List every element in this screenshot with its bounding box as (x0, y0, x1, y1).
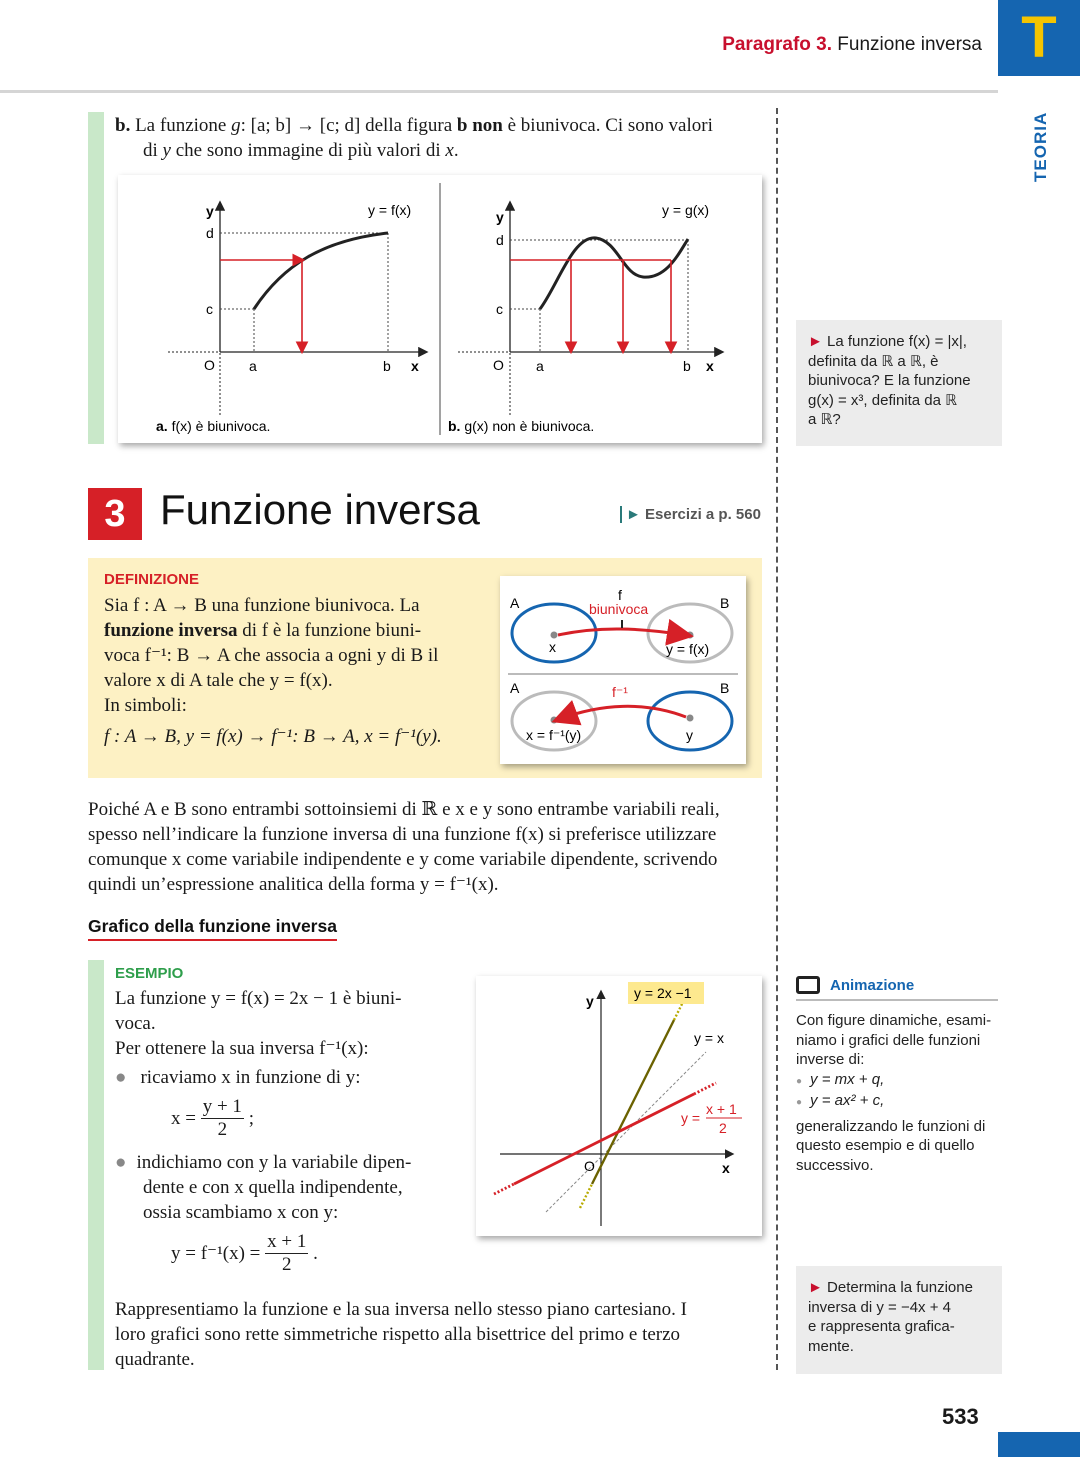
label-b-bottom: B (720, 680, 730, 696)
arrow-f (558, 629, 685, 635)
animation-header[interactable] (796, 976, 998, 1001)
paragraph-line1: Poiché A e B sono entrambi sottoinsiemi di ℝ e x e y sono entrambe variabili reali, (88, 799, 720, 820)
label-biunivoca: biunivoca (589, 601, 649, 617)
closing-line3: quadrante. (115, 1349, 195, 1370)
bullet-icon: ● (115, 1152, 127, 1173)
closing-line2: loro grafici sono rette simmetriche rispetto alla bisettrice del primo e terzo (115, 1324, 681, 1345)
axis-y-label: y (496, 209, 504, 225)
origin-label: O (584, 1158, 595, 1174)
label-bisector: y = x (694, 1030, 724, 1046)
point-b-var-x: x (445, 140, 454, 161)
label-a-bottom: A (510, 680, 520, 696)
inverse-mapping-diagram (500, 576, 746, 764)
animation-title: Animazione (830, 976, 915, 994)
tick-d: d (206, 225, 214, 241)
label-y-top: y = f(x) (666, 641, 710, 657)
graph-f (156, 202, 426, 434)
eq1-lhs: x = (171, 1108, 196, 1129)
axis-y-label: y (206, 203, 214, 219)
point-b-func: g (231, 115, 241, 136)
play-icon: ► (626, 506, 641, 523)
point-b-line2-mid: che sono immagine di più valori di (170, 140, 446, 161)
bullet-icon: ● (115, 1067, 127, 1088)
line-f (592, 1020, 674, 1184)
tick-a: a (249, 358, 257, 374)
curve-g (540, 238, 688, 309)
point-b-line2-pre: di (143, 140, 163, 161)
eq2-num: x + 1 (267, 1231, 307, 1252)
example-closing (115, 1297, 765, 1372)
definition-formula: f : A → B, y = f(x) → f⁻¹: B → A, x = f⁻¹(y). (104, 726, 442, 747)
tick-d: d (496, 232, 504, 248)
exercises-link-text: Esercizi a p. 560 (645, 506, 761, 523)
caption-a: a. f(x) è biunivoca. (156, 418, 271, 434)
side-note-2-line2: inversa di y = −4x + 4 (808, 1298, 951, 1316)
triangle-icon: ► (808, 333, 823, 350)
example-bullet2-l2: dente e con x quella indipendente, (143, 1177, 403, 1198)
figure-bijectivity-svg (118, 175, 762, 443)
point-b-line2-end: . (453, 140, 459, 161)
animation-line4: generalizzando le funzioni di (796, 1117, 986, 1135)
side-note-1-line3: biunivoca? E la funzione (808, 372, 971, 389)
label-a-top: A (510, 595, 520, 611)
axis-x-label: x (706, 358, 714, 374)
eq1-den: 2 (217, 1119, 228, 1140)
paragraph-line4: quindi un’espressione analitica della forma y = f⁻¹(x). (88, 874, 499, 895)
side-note-2-line4: mente. (808, 1337, 854, 1355)
example-bullet2-l3: ossia scambiamo x con y: (143, 1202, 339, 1223)
caption-b: b. g(x) non è biunivoca. (448, 418, 595, 434)
animation-item2: y = ax² + c, (810, 1092, 885, 1109)
animation-line3: inverse di: (796, 1051, 865, 1068)
exercises-link[interactable] (620, 506, 761, 523)
animation-line6: successivo. (796, 1156, 874, 1174)
mapping-svg (500, 576, 746, 764)
page-number: 533 (942, 1404, 979, 1429)
definition-line3: voca f⁻¹: B → A che associa a ogni y di B il (104, 645, 439, 666)
definition-bold-term: funzione inversa (104, 620, 238, 641)
running-head-title: Funzione inversa (837, 34, 982, 55)
side-note-exercise (796, 1266, 1002, 1374)
side-note-1-line4: g(x) = x³, definita da ℝ (808, 391, 958, 409)
point-b-text (115, 113, 765, 163)
page-corner-tab (998, 1432, 1080, 1457)
axis-x-label: x (722, 1160, 730, 1176)
side-note-2-line3: e rappresenta grafica- (808, 1318, 955, 1335)
bullet-icon: ● (796, 1075, 803, 1087)
paragraph-line3: comunque x come variabile indipendente e y come variabile dipendente, scrivendo (88, 849, 718, 870)
example-line3: Per ottenere la sua inversa f⁻¹(x): (115, 1038, 369, 1059)
definition-line4: valore x di A tale che y = f(x). (104, 670, 333, 691)
axis-x-label: x (411, 358, 419, 374)
column-divider (776, 108, 778, 1370)
example-bullet2-l1: indichiamo con y la variabile dipen- (136, 1152, 412, 1173)
point-b-bold: b non (456, 115, 503, 136)
equation-1 (171, 1096, 455, 1140)
curve-f (254, 233, 388, 309)
figure-bijectivity (118, 175, 762, 443)
curve-label-f: y = f(x) (368, 202, 412, 218)
side-note-1-line5: a ℝ? (808, 411, 841, 428)
example-line2: voca. (115, 1013, 156, 1034)
paragraph-line2: spesso nell’indicare la funzione inversa di una funzione f(x) si preferisce utilizzare (88, 824, 717, 845)
animation-item1: y = mx + q, (810, 1070, 885, 1088)
label-f: f (618, 587, 622, 603)
animation-sidebar (796, 976, 998, 1175)
definition-line2: di f è la funzione biuni- (237, 620, 422, 641)
eq2-end: . (313, 1243, 318, 1264)
example-text (115, 986, 455, 1275)
body-paragraph (88, 797, 768, 897)
tick-b: b (683, 358, 691, 374)
label-inverse-den: 2 (719, 1120, 727, 1136)
header-rule (0, 90, 998, 93)
origin-label: O (204, 357, 215, 373)
point-b-var-y: y (162, 140, 171, 161)
point-b-marker: b. (115, 115, 131, 136)
bullet-icon: ● (796, 1097, 803, 1108)
tick-c: c (496, 301, 503, 317)
tick-b: b (383, 358, 391, 374)
green-margin-bar-example (88, 960, 104, 1370)
eq1-end: ; (248, 1108, 254, 1129)
side-note-question (796, 320, 1002, 446)
axis-y-label: y (586, 993, 594, 1009)
animation-line5: questo esempio e di quello (796, 1137, 975, 1154)
point-b-text-pre: La funzione (135, 115, 227, 136)
tick-a: a (536, 358, 544, 374)
point-b-domain: : [a; b] → [c; d] (240, 115, 361, 136)
label-line-f: y = 2x −1 (634, 985, 692, 1001)
label-b-top: B (720, 595, 730, 611)
green-margin-bar (88, 112, 104, 444)
label-x-top: x (549, 639, 556, 655)
animation-line1: Con figure dinamiche, esami- (796, 1012, 992, 1029)
label-inverse-num: x + 1 (706, 1101, 737, 1117)
definition-text (104, 593, 474, 749)
bisector-line (546, 1052, 706, 1212)
point-b-text-mid: della figura (360, 115, 457, 136)
example-line1: La funzione y = f(x) = 2x − 1 è biuni- (115, 988, 402, 1009)
label-y-bottom: y (686, 727, 693, 743)
closing-line1: Rappresentiamo la funzione e la sua inversa nello stesso piano cartesiano. I (115, 1299, 687, 1320)
eq1-num: y + 1 (202, 1096, 242, 1117)
example-bullet1: ricaviamo x in funzione di y: (140, 1067, 361, 1088)
running-head (722, 34, 982, 56)
animation-line2: niamo i grafici delle funzioni (796, 1031, 981, 1049)
definition-line1: Sia f : A → B una funzione biunivoca. La (104, 595, 420, 616)
subheading: Grafico della funzione inversa (88, 916, 337, 941)
running-head-section-number: Paragrafo 3. (722, 34, 833, 55)
inverse-graph-svg (476, 976, 762, 1236)
definition-label: DEFINIZIONE (104, 571, 200, 588)
curve-label-g: y = g(x) (662, 202, 710, 218)
section-title: Funzione inversa (160, 486, 480, 533)
inverse-graph-figure (476, 976, 762, 1236)
graph-g (448, 202, 722, 434)
label-f-inverse: f⁻¹ (612, 684, 628, 700)
eq2-lhs: y = f⁻¹(x) = (171, 1243, 261, 1264)
point-b-text-post: è biunivoca. Ci sono valori (502, 115, 713, 136)
chapter-tab: T (998, 0, 1080, 76)
tablet-icon (796, 976, 820, 994)
origin-label: O (493, 357, 504, 373)
triangle-icon: ► (808, 1279, 823, 1296)
side-note-1-line1: La funzione f(x) = |x|, (827, 333, 967, 350)
label-x-bottom: x = f⁻¹(y) (526, 727, 582, 743)
section-number-badge: 3 (88, 488, 142, 540)
label-inverse-lhs: y = (681, 1110, 701, 1126)
arrow-f-inverse (560, 706, 686, 719)
teoria-side-label (1020, 108, 1060, 188)
line-f-inverse (514, 1094, 694, 1184)
side-note-1-line2: definita da ℝ a ℝ, è (808, 352, 939, 370)
definition-line5: In simboli: (104, 695, 187, 716)
teoria-text: TEORIA (1031, 111, 1050, 182)
tick-c: c (206, 301, 213, 317)
animation-body (796, 1011, 998, 1175)
equation-2 (171, 1231, 455, 1275)
eq2-den: 2 (282, 1254, 292, 1275)
side-note-2-line1: Determina la funzione (827, 1279, 973, 1296)
example-label: ESEMPIO (115, 965, 184, 982)
